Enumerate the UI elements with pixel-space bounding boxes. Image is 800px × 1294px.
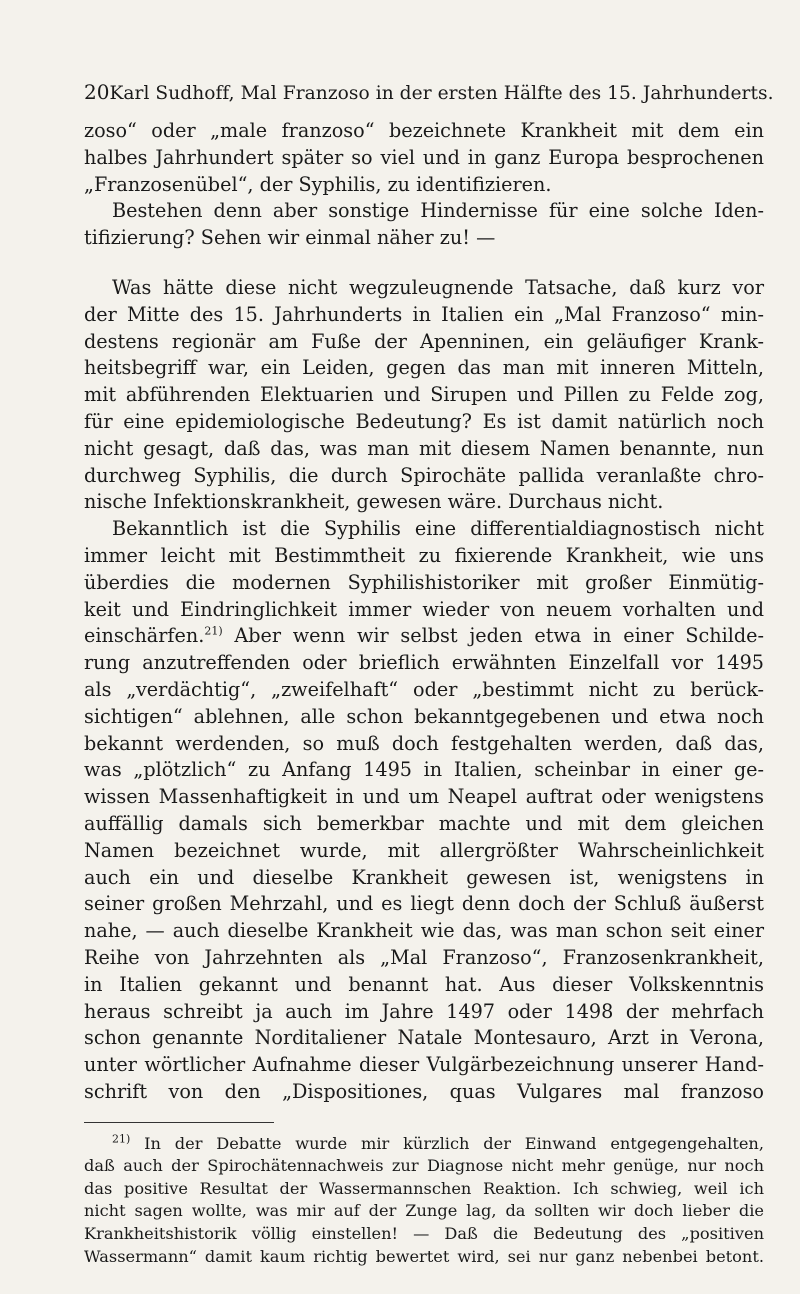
text-line: zoso“ oder „male franzoso“ bezeichnete Krankheit mit dem ein	[84, 119, 764, 142]
body-text	[84, 118, 764, 1106]
text-line: seiner großen Mehrzahl, und es liegt denn doch der Schluß äußerst	[84, 892, 764, 916]
book-page	[84, 76, 774, 1268]
text-line: durchweg Syphilis, die durch Spirochäte pallida veranlaßte chro-	[84, 463, 764, 487]
text-line: nische Infektionskrankheit, gewesen wäre. Durchaus nicht.	[84, 490, 664, 514]
running-head	[84, 76, 774, 108]
text-line: auffällig damals sich bemerkbar machte und mit dem gleichen	[84, 811, 764, 835]
text-line: für eine epidemiologische Bedeutung? Es ist damit natürlich noch	[84, 409, 764, 433]
footnote-line: Wassermann“ damit kaum richtig bewertet wird, sei nur ganz nebenbei betont.	[84, 1246, 764, 1266]
text-line: Bekanntlich ist die Syphilis eine differentialdiagnostisch nicht	[112, 517, 764, 541]
text-line: tifizierung? Sehen wir einmal näher zu! —	[84, 226, 496, 250]
text-line: nicht gesagt, daß das, was man mit diesem Namen benannte, nun	[84, 436, 764, 460]
text-line: unter wörtlicher Aufnahme dieser Vulgärbezeichnung unserer Hand-	[84, 1053, 764, 1077]
text-fragment: Aber wenn wir selbst jeden etwa in einer Schilde-	[234, 624, 764, 648]
text-line: sichtigen“ ablehnen, alle schon bekanntgegebenen und etwa noch	[84, 704, 764, 728]
text-line: mit abführenden Elektuarien und Sirupen und Pillen zu Felde zog,	[84, 383, 764, 407]
footnote-reference[interactable]: 21)	[204, 624, 223, 638]
text-line: Bestehen denn aber sonstige Hindernisse für eine solche Iden-	[112, 199, 764, 223]
footnote	[84, 1133, 764, 1269]
text-fragment: einschärfen.	[84, 624, 205, 648]
text-line: heitsbegriff war, ein Leiden, gegen das man mit inneren Mitteln,	[84, 356, 764, 380]
text-line: als „verdächtig“, „zweifelhaft“ oder „bestimmt nicht zu berück-	[84, 677, 764, 701]
page-number: 20	[84, 80, 110, 104]
footnote-line: das positive Resultat der Wassermannschen Reaktion. Ich schwieg, weil ich	[84, 1178, 764, 1198]
text-line: Namen bezeichnet wurde, mit allergrößter Wahrscheinlichkeit	[84, 838, 764, 862]
text-line: „Franzosenübel“, der Syphilis, zu identifizieren.	[84, 172, 552, 196]
text-line: keit und Eindringlichkeit immer wieder von neuem vorhalten und	[84, 597, 764, 621]
text-line: wissen Massenhaftigkeit in und um Neapel auftrat oder wenigstens	[84, 785, 764, 809]
text-line: Reihe von Jahrzehnten als „Mal Franzoso“, Franzosenkrankheit,	[84, 945, 764, 969]
text-line: bekannt werdenden, so muß doch festgehalten werden, daß das,	[84, 731, 764, 755]
text-line: rung anzutreffenden oder brieflich erwähnten Einzelfall vor 1495	[84, 651, 764, 675]
text-line: destens regionär am Fuße der Apenninen, ein geläufiger Krank-	[84, 329, 764, 353]
text-fragment: In der Debatte wurde mir kürzlich der Einwand entgegengehalten,	[144, 1133, 764, 1153]
footnote-line: nicht sagen wollte, was mir auf der Zunge lag, da sollten wir doch lieber die	[84, 1201, 764, 1221]
text-line: überdies die modernen Syphilishistoriker mit großer Einmütig-	[84, 570, 764, 594]
text-line: auch ein und dieselbe Krankheit gewesen ist, wenigstens in	[84, 865, 764, 889]
footnote-line: Krankheitshistorik völlig einstellen! — Daß die Bedeutung des „positiven	[84, 1224, 764, 1244]
text-line: in Italien gekannt und benannt hat. Aus dieser Volkskenntnis	[84, 972, 764, 996]
text-line: immer leicht mit Bestimmtheit zu fixierende Krankheit, wie uns	[84, 543, 764, 567]
footnote-marker: 21)	[112, 1132, 131, 1146]
text-line: schrift von den „Dispositiones, quas Vulgares mal franzoso	[84, 1079, 764, 1103]
text-line: nahe, — auch dieselbe Krankheit wie das, was man schon seit einer	[84, 919, 764, 943]
text-line: was „plötzlich“ zu Anfang 1495 in Italien, scheinbar in einer ge-	[84, 758, 764, 782]
section-break	[84, 252, 764, 275]
text-line: schon genannte Norditaliener Natale Montesauro, Arzt in Verona,	[84, 1026, 764, 1050]
text-line: heraus schreibt ja auch im Jahre 1497 oder 1498 der mehrfach	[84, 999, 764, 1023]
footnote-line: daß auch der Spirochätennachweis zur Diagnose nicht mehr genüge, nur noch	[84, 1156, 764, 1176]
text-line-with-footnote	[84, 623, 764, 650]
footnote-divider	[84, 1122, 274, 1123]
text-line: halbes Jahrhundert später so viel und in ganz Europa besprochenen	[84, 145, 764, 169]
footnote-line	[84, 1133, 764, 1156]
text-line: Was hätte diese nicht wegzuleugnende Tatsache, daß kurz vor	[112, 275, 764, 299]
text-line: der Mitte des 15. Jahrhunderts in Italien ein „Mal Franzoso“ min-	[84, 302, 764, 326]
running-title: Karl Sudhoff, Mal Franzoso in der ersten Hälfte des 15. Jahrhunderts.	[109, 83, 774, 104]
